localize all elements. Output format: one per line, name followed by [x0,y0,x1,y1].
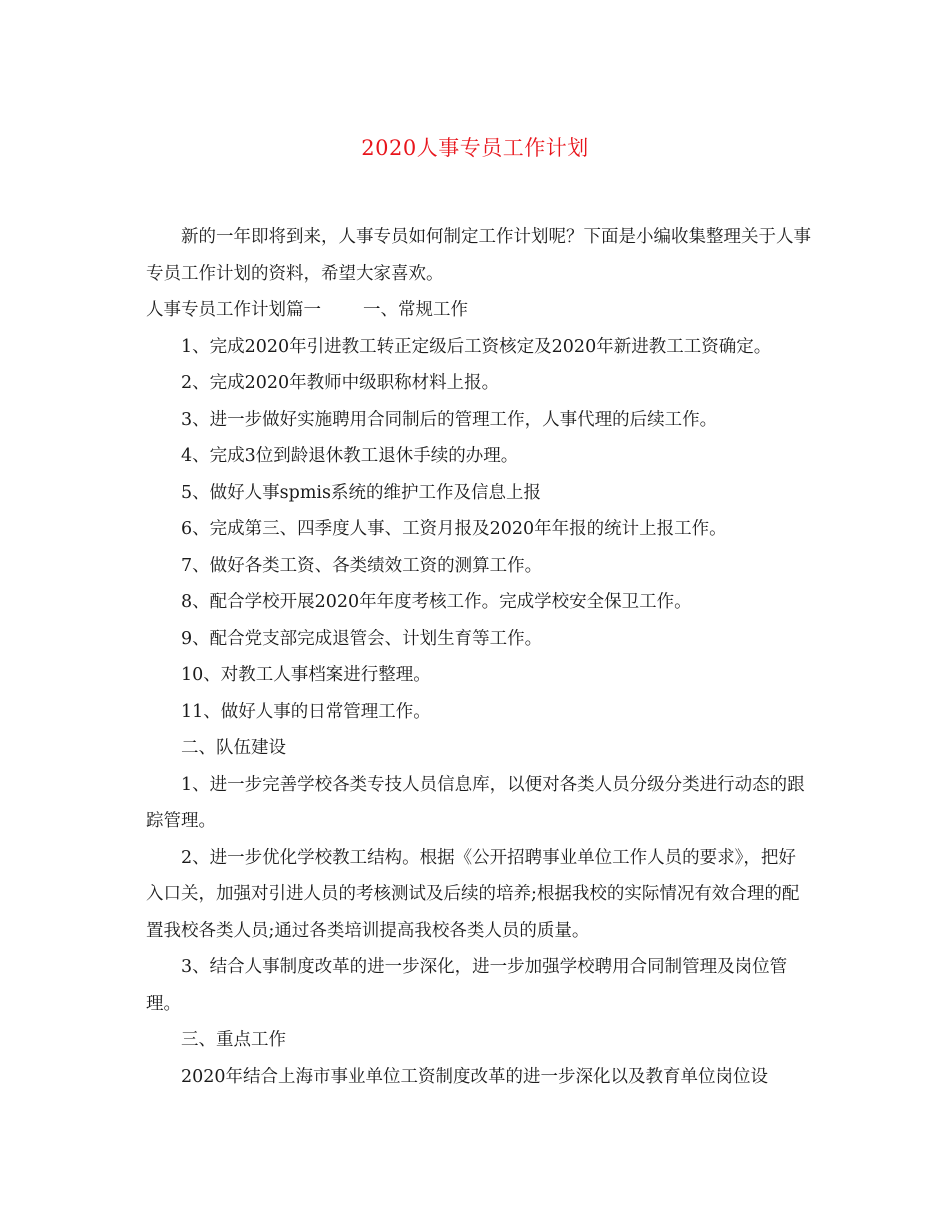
section-heading-title: 人事专员工作计划篇一 [146,300,321,320]
intro-paragraph: 新的一年即将到来，人事专员如何制定工作计划呢？下面是小编收集整理关于人事专员工作计划的资料，希望大家喜欢。 [146,227,811,284]
list-item: 9、配合党支部完成退管会、计划生育等工作。 [181,628,543,649]
section-heading [146,292,811,329]
list-item: 4、完成3位到龄退休教工退休手续的办理。 [181,446,519,466]
document-title: 2020人事专员工作计划 [361,136,589,160]
list-item: 2、进一步优化学校教工结构。根据《公开招聘事业单位工作人员的要求》，把好入口关，加强对引进人员的考核测试及后续的培养;根据我校的实际情况有效合理的配置我校各类人员;通过各类培训提高我校各类人员的质量。 [146,847,800,941]
list-item: 8、配合学校开展2020年年度考核工作。完成学校安全保卫工作。 [181,592,692,612]
list-item: 2、完成2020年教师中级职称材料上报。 [181,373,500,393]
section-heading-subtitle: 一、常规工作 [363,300,468,320]
list-item: 7、做好各类工资、各类绩效工资的测算工作。 [181,555,543,576]
document-body [146,219,811,1095]
section-heading-key: 三、重点工作 [181,1030,286,1050]
list-item: 3、进一步做好实施聘用合同制后的管理工作，人事代理的后续工作。 [181,409,718,430]
list-item: 3、结合人事制度改革的进一步深化，进一步加强学校聘用合同制管理及岗位管理。 [146,957,788,1014]
key-paragraph: 2020年结合上海市事业单位工资制度改革的进一步深化以及教育单位岗位设 [181,1066,769,1087]
list-item: 10、对教工人事档案进行整理。 [181,665,431,685]
list-item: 1、完成2020年引进教工转正定级后工资核定及2020年新进教工工资确定。 [181,336,772,357]
list-item: 1、进一步完善学校各类专技人员信息库，以便对各类人员分级分类进行动态的跟踪管理。 [146,774,805,831]
list-item: 11、做好人事的日常管理工作。 [181,701,431,722]
list-item: 5、做好人事spmis系统的维护工作及信息上报 [181,482,541,503]
list-item: 6、完成第三、四季度人事、工资月报及2020年年报的统计上报工作。 [181,519,727,539]
section-heading-team: 二、队伍建设 [181,738,286,758]
